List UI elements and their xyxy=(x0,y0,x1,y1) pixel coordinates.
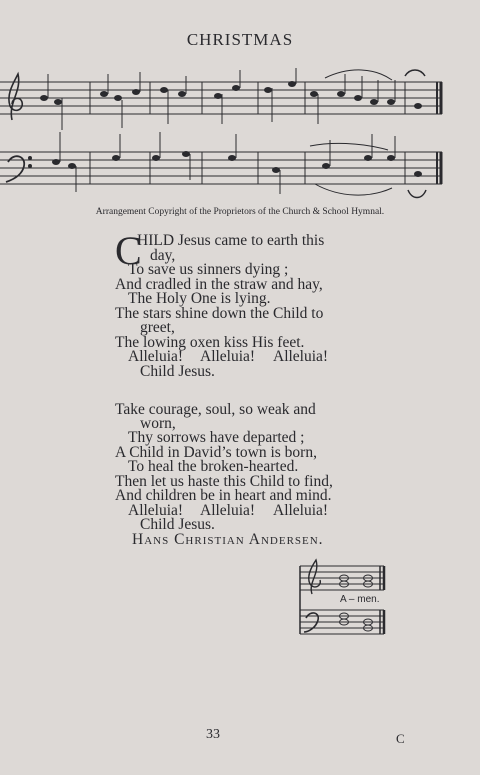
copyright-notice: Arrangement Copyright of the Proprietors of the Church & School Hymnal. xyxy=(95,207,385,217)
verse-line: The Holy One is lying. xyxy=(128,290,271,307)
refrain-line: Child Jesus. xyxy=(140,516,215,533)
alleluia: Alleluia! xyxy=(273,348,329,365)
amen-lyric: A – men. xyxy=(340,594,380,605)
alleluia: Alleluia! xyxy=(128,348,184,365)
verse-line: Take courage, soul, so weak and xyxy=(115,401,316,418)
verse-line: A Child in David’s town is born, xyxy=(115,444,317,461)
amen-score xyxy=(298,556,390,638)
alleluia: Alleluia! xyxy=(273,502,329,519)
page-number: 33 xyxy=(206,727,220,742)
page-title: CHRISTMAS xyxy=(186,30,294,49)
verse-line: And children be in heart and mind. xyxy=(115,487,332,504)
verse-line: To save us sinners dying ; xyxy=(128,261,289,278)
refrain-line: Child Jesus. xyxy=(140,363,215,380)
verse-line: worn, xyxy=(140,415,176,432)
verse-line: Thy sorrows have departed ; xyxy=(128,429,305,446)
verse-line: To heal the broken-hearted. xyxy=(128,458,299,475)
verse-line: The lowing oxen kiss His feet. xyxy=(115,334,305,351)
author-name: Hans Christian Andersen. xyxy=(132,531,324,548)
verse-line: The stars shine down the Child to xyxy=(115,305,324,322)
drop-cap: C xyxy=(115,228,142,273)
verse-line: And cradled in the straw and hay, xyxy=(115,276,323,293)
verse-line: day, xyxy=(150,247,176,264)
verse-line: Then let us haste this Child to find, xyxy=(115,473,333,490)
alleluia: Alleluia! xyxy=(128,502,184,519)
signature-mark: C xyxy=(396,731,405,746)
hymn-score xyxy=(0,62,480,207)
verse-line: HILD Jesus came to earth this xyxy=(137,232,325,249)
alleluia: Alleluia! xyxy=(200,502,256,519)
verse-line: greet, xyxy=(140,319,175,336)
alleluia: Alleluia! xyxy=(200,348,256,365)
